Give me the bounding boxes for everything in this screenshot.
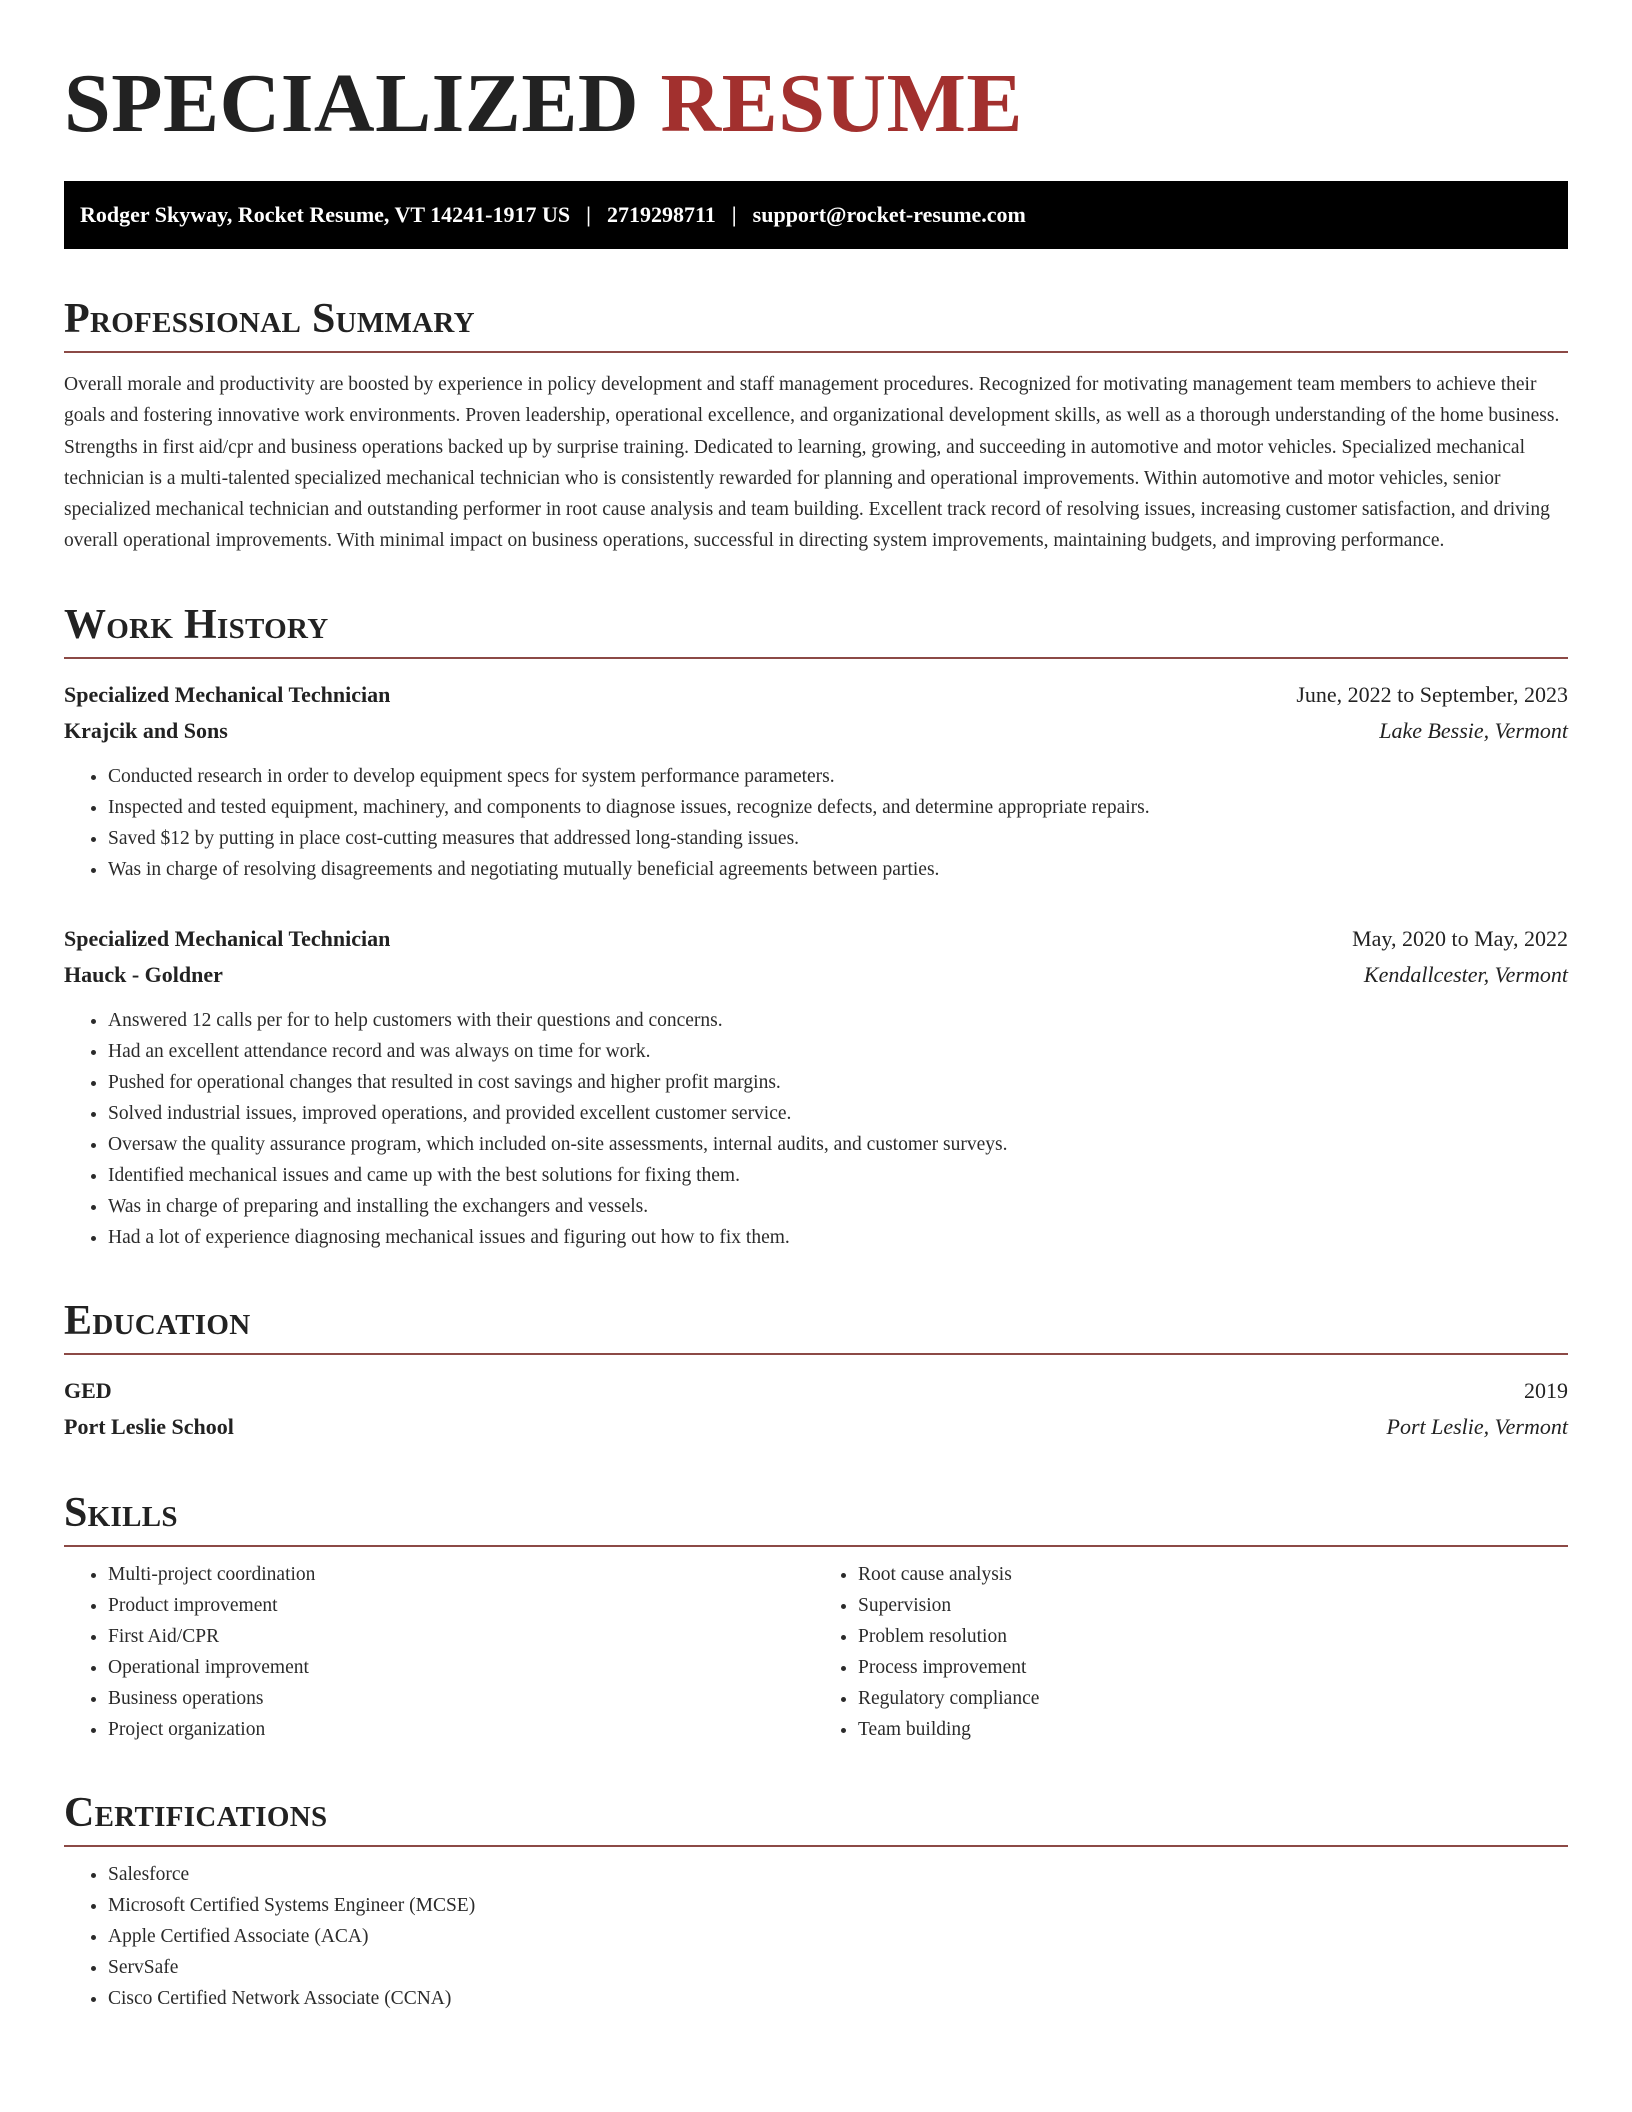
work-history-section (64, 601, 1568, 1253)
job-company: Hauck - Goldner (64, 961, 223, 987)
education-location: Port Leslie, Vermont (1386, 1413, 1568, 1439)
job-company-row (64, 957, 1568, 993)
education-year: 2019 (1524, 1377, 1568, 1403)
job-bullet: • Solved industrial issues, improved operations, and provided excellent customer service. (108, 1098, 1568, 1129)
education-entry (64, 1373, 1568, 1445)
job-bullet: • Saved $12 by putting in place cost-cutting measures that addressed long-standing issues. (108, 823, 1568, 854)
certification-item: • ServSafe (108, 1952, 1568, 1983)
job-bullet: • Answered 12 calls per for to help customers with their questions and concerns. (108, 1005, 1568, 1036)
job-bullet: • Had an excellent attendance record and was always on time for work. (108, 1036, 1568, 1067)
contact-separator: | (731, 202, 737, 227)
skill-item: • Supervision (858, 1590, 1566, 1621)
job-location: Lake Bessie, Vermont (1379, 717, 1568, 743)
skills-heading: Skills (64, 1489, 1568, 1547)
skills-list-right (814, 1559, 1566, 1745)
job-company: Krajcik and Sons (64, 717, 228, 743)
education-section (64, 1297, 1568, 1445)
contact-bar (64, 181, 1568, 249)
education-school-row (64, 1409, 1568, 1445)
skill-item: • Team building (858, 1714, 1566, 1745)
job-entry (64, 677, 1568, 885)
certification-item: • Cisco Certified Network Associate (CCNA) (108, 1983, 1568, 2014)
skill-item: • Business operations (108, 1683, 816, 1714)
job-company-row (64, 713, 1568, 749)
contact-address: Rodger Skyway, Rocket Resume, VT 14241-1917 US (80, 202, 571, 227)
certification-item: • Microsoft Certified Systems Engineer (MCSE) (108, 1890, 1568, 1921)
education-degree: GED (64, 1377, 112, 1403)
skill-item: • Product improvement (108, 1590, 816, 1621)
education-school: Port Leslie School (64, 1413, 234, 1439)
job-bullets (64, 761, 1568, 885)
certifications-section (64, 1789, 1568, 2014)
skills-grid (64, 1559, 1568, 1745)
skill-item: • Multi-project coordination (108, 1559, 816, 1590)
summary-text: Overall morale and productivity are boosted by experience in policy development and staff management procedures. Recognized for motivating management team members to achieve their goals and fostering innovative work environments. Proven leadership, operational excellence, and organizational development skills, as well as a thorough understanding of the home business. Strengths in first aid/cpr and business operations backed up by surprise training. Dedicated to learning, growing, and succeeding in automotive and motor vehicles. Specialized mechanical technician is a multi-talented specialized mechanical technician who is consistently rewarded for planning and operational improvements. Within automotive and motor vehicles, senior specialized mechanical technician and outstanding performer in root cause analysis and team building. Excellent track record of resolving issues, increasing customer satisfaction, and driving overall operational improvements. With minimal impact on business operations, successful in directing system improvements, maintaining budgets, and improving performance. (64, 374, 1560, 552)
job-title: Specialized Mechanical Technician (64, 681, 391, 707)
skill-item: • Problem resolution (858, 1621, 1566, 1652)
skill-item: • Project organization (108, 1714, 816, 1745)
contact-email: support@rocket-resume.com (752, 202, 1026, 227)
certifications-heading: Certifications (64, 1789, 1568, 1847)
job-dates: May, 2020 to May, 2022 (1352, 925, 1568, 951)
skill-item: • First Aid/CPR (108, 1621, 816, 1652)
job-bullet: • Oversaw the quality assurance program, which included on-site assessments, internal audits, and customer surveys. (108, 1129, 1568, 1160)
skill-item: • Regulatory compliance (858, 1683, 1566, 1714)
skills-list-left (64, 1559, 816, 1745)
summary-heading: Professional Summary (64, 295, 1568, 353)
job-bullet: • Was in charge of preparing and installing the exchangers and vessels. (108, 1191, 1568, 1222)
certification-item: • Salesforce (108, 1859, 1568, 1890)
skill-item: • Process improvement (858, 1652, 1566, 1683)
job-bullets (64, 1005, 1568, 1253)
job-bullet: • Pushed for operational changes that resulted in cost savings and higher profit margins. (108, 1067, 1568, 1098)
job-location: Kendallcester, Vermont (1363, 961, 1568, 987)
job-bullet: • Inspected and tested equipment, machinery, and components to diagnose issues, recognize defects, and determine appropriate repairs. (108, 792, 1568, 823)
work-history-heading: Work History (64, 601, 1568, 659)
skill-item: • Operational improvement (108, 1652, 816, 1683)
resume-title (64, 58, 1568, 150)
title-main: SPECIALIZED (64, 57, 640, 150)
certifications-list (64, 1859, 1568, 2014)
job-bullet: • Identified mechanical issues and came up with the best solutions for fixing them. (108, 1160, 1568, 1191)
job-title-row (64, 921, 1568, 957)
education-heading: Education (64, 1297, 1568, 1355)
job-title: Specialized Mechanical Technician (64, 925, 391, 951)
contact-phone: 2719298711 (607, 202, 716, 227)
skills-section (64, 1489, 1568, 1745)
job-title-row (64, 677, 1568, 713)
job-bullet: • Had a lot of experience diagnosing mechanical issues and figuring out how to fix them. (108, 1222, 1568, 1253)
title-accent: RESUME (660, 57, 1023, 150)
skill-item: • Root cause analysis (858, 1559, 1566, 1590)
job-dates: June, 2022 to September, 2023 (1296, 681, 1568, 707)
job-bullet: • Was in charge of resolving disagreements and negotiating mutually beneficial agreements between parties. (108, 854, 1568, 885)
summary-section (64, 295, 1568, 557)
job-entry (64, 921, 1568, 1253)
contact-separator: | (586, 202, 591, 227)
job-bullet: • Conducted research in order to develop equipment specs for system performance parameters. (108, 761, 1568, 792)
certification-item: • Apple Certified Associate (ACA) (108, 1921, 1568, 1952)
education-degree-row (64, 1373, 1568, 1409)
